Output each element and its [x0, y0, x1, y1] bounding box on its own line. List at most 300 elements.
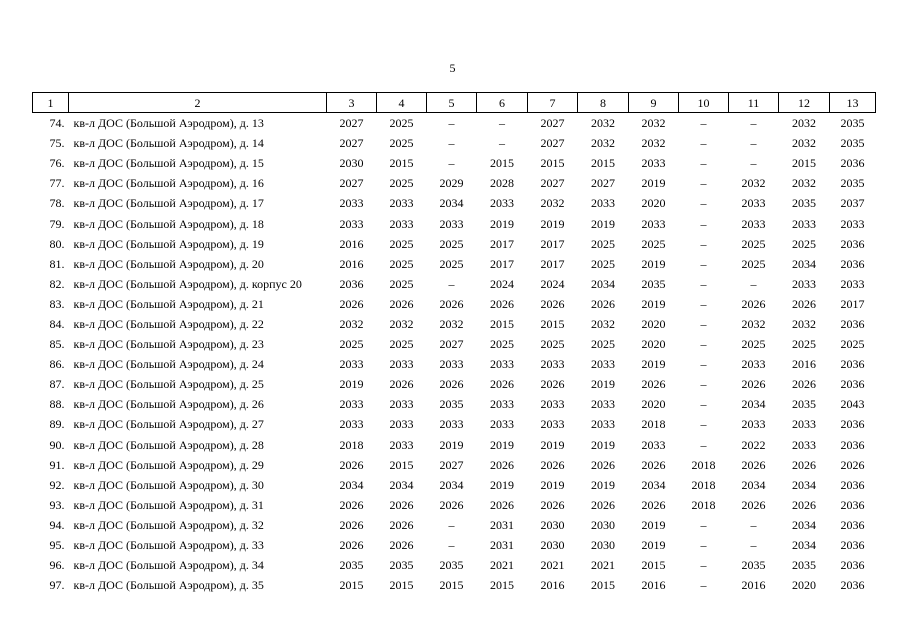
year-cell-col-11: 2026 [741, 377, 766, 392]
year-cell-col-11: – [750, 136, 757, 151]
year-cell-col-7: 2025 [540, 337, 565, 352]
year-cell-col-13: 2033 [840, 216, 865, 231]
row-number: 82. [49, 276, 65, 291]
year-cell-col-11: – [750, 517, 757, 532]
table-row [33, 414, 876, 434]
year-cell-col-10: – [700, 357, 707, 372]
column-header-4: 4 [377, 93, 427, 113]
table-row [33, 274, 876, 294]
year-cell-col-9: 2015 [641, 558, 666, 573]
year-cell-col-6: – [499, 136, 505, 151]
row-number: 81. [49, 256, 65, 271]
year-cell-col-8: 2015 [591, 156, 615, 171]
year-cell-col-10: – [700, 437, 707, 452]
year-cell-col-10: – [700, 517, 707, 532]
year-cell-col-12: 2035 [792, 196, 816, 211]
year-cell-col-12: 2033 [792, 437, 816, 452]
year-cell-col-11: 2033 [741, 357, 766, 372]
table-row [33, 153, 876, 173]
year-cell-col-11: 2032 [741, 316, 766, 331]
row-number: 79. [49, 216, 65, 231]
year-cell-col-13: 2036 [840, 316, 865, 331]
year-cell-col-5: 2026 [439, 296, 464, 311]
year-cell-col-7: 2033 [540, 357, 565, 372]
year-cell-col-7: 2026 [540, 296, 565, 311]
year-cell-col-4: 2034 [389, 477, 414, 492]
year-cell-col-3: 2036 [339, 276, 364, 291]
column-header-11: 11 [729, 93, 779, 113]
year-cell-col-8: 2032 [591, 116, 615, 131]
column-header-7: 7 [528, 93, 578, 113]
year-cell-col-13: 2025 [840, 337, 865, 352]
row-number: 76. [49, 156, 65, 171]
year-cell-col-8: 2025 [591, 337, 615, 352]
year-cell-col-3: 2033 [339, 417, 364, 432]
year-cell-col-3: 2016 [339, 256, 364, 271]
year-cell-col-13: 2036 [840, 377, 865, 392]
row-number: 93. [49, 497, 65, 512]
year-cell-col-8: 2025 [591, 236, 615, 251]
year-cell-col-6: 2019 [490, 216, 514, 231]
year-cell-col-13: 2036 [840, 357, 865, 372]
table-row [33, 354, 876, 374]
address-cell: кв-л ДОС (Большой Аэродром), д. 29 [73, 457, 264, 472]
year-cell-col-6: 2026 [490, 377, 514, 392]
row-number: 90. [49, 437, 65, 452]
year-cell-col-5: – [448, 538, 455, 553]
year-cell-col-4: 2015 [389, 457, 414, 472]
schedule-table [32, 92, 876, 595]
year-cell-col-4: 2026 [389, 538, 414, 553]
table-row [33, 374, 876, 394]
year-cell-col-11: – [750, 156, 757, 171]
year-cell-col-9: 2019 [641, 538, 666, 553]
row-number: 87. [49, 377, 65, 392]
year-cell-col-5: 2026 [439, 377, 464, 392]
year-cell-col-5: 2029 [439, 176, 464, 191]
year-cell-col-3: 2027 [339, 116, 364, 131]
year-cell-col-8: 2026 [591, 457, 615, 472]
year-cell-col-6: 2028 [490, 176, 514, 191]
year-cell-col-11: – [750, 538, 757, 553]
column-header-2: 2 [69, 93, 327, 113]
year-cell-col-5: 2027 [439, 337, 464, 352]
year-cell-col-8: 2015 [591, 578, 615, 593]
year-cell-col-5: 2025 [439, 236, 464, 251]
table-row [33, 213, 876, 233]
address-cell: кв-л ДОС (Большой Аэродром), д. 33 [73, 538, 264, 553]
address-cell: кв-л ДОС (Большой Аэродром), д. 18 [73, 216, 264, 231]
year-cell-col-7: 2019 [540, 216, 565, 231]
year-cell-col-12: 2025 [792, 337, 816, 352]
year-cell-col-6: 2026 [490, 457, 514, 472]
year-cell-col-8: 2030 [591, 517, 615, 532]
year-cell-col-11: 2025 [741, 256, 766, 271]
year-cell-col-4: 2033 [389, 216, 414, 231]
year-cell-col-7: 2027 [540, 176, 565, 191]
address-cell: кв-л ДОС (Большой Аэродром), д. 31 [73, 497, 264, 512]
row-number: 75. [49, 136, 65, 151]
address-cell: кв-л ДОС (Большой Аэродром), д. 25 [73, 377, 264, 392]
year-cell-col-12: 2032 [792, 316, 816, 331]
year-cell-col-5: 2026 [439, 497, 464, 512]
year-cell-col-13: 2026 [840, 457, 865, 472]
row-number: 96. [49, 558, 65, 573]
year-cell-col-6: 2019 [490, 437, 514, 452]
year-cell-col-4: 2025 [389, 337, 414, 352]
year-cell-col-11: 2026 [741, 457, 766, 472]
row-number: 95. [49, 538, 65, 553]
year-cell-col-8: 2033 [591, 397, 615, 412]
year-cell-col-8: 2021 [591, 558, 615, 573]
year-cell-col-13: 2033 [840, 276, 865, 291]
year-cell-col-11: 2033 [741, 216, 766, 231]
year-cell-col-9: 2020 [641, 316, 666, 331]
column-header-9: 9 [629, 93, 679, 113]
year-cell-col-5: 2033 [439, 357, 464, 372]
year-cell-col-3: 2026 [339, 457, 364, 472]
year-cell-col-7: 2033 [540, 417, 565, 432]
year-cell-col-4: 2015 [389, 156, 414, 171]
year-cell-col-8: 2019 [591, 216, 615, 231]
year-cell-col-5: 2019 [439, 437, 464, 452]
year-cell-col-13: 2035 [840, 176, 865, 191]
column-header-12: 12 [779, 93, 830, 113]
column-header-1: 1 [33, 93, 69, 113]
address-cell: кв-л ДОС (Большой Аэродром), д. 20 [73, 256, 264, 271]
year-cell-col-11: 2034 [741, 477, 766, 492]
year-cell-col-4: 2032 [389, 316, 414, 331]
year-cell-col-10: – [700, 276, 707, 291]
year-cell-col-5: 2033 [439, 417, 464, 432]
year-cell-col-11: 2025 [741, 236, 766, 251]
year-cell-col-4: 2033 [389, 437, 414, 452]
year-cell-col-5: – [448, 116, 455, 131]
year-cell-col-7: 2033 [540, 397, 565, 412]
year-cell-col-11: 2035 [741, 558, 766, 573]
table-row [33, 314, 876, 334]
year-cell-col-3: 2018 [339, 437, 364, 452]
column-header-3: 3 [327, 93, 377, 113]
year-cell-col-6: 2026 [490, 497, 514, 512]
year-cell-col-12: 2015 [792, 156, 816, 171]
year-cell-col-13: 2036 [840, 477, 865, 492]
year-cell-col-8: 2019 [591, 437, 615, 452]
year-cell-col-8: 2019 [591, 477, 615, 492]
year-cell-col-7: 2017 [540, 236, 565, 251]
year-cell-col-11: – [750, 116, 757, 131]
year-cell-col-12: 2034 [792, 538, 816, 553]
year-cell-col-4: 2026 [389, 377, 414, 392]
year-cell-col-8: 2026 [591, 296, 615, 311]
year-cell-col-6: 2033 [490, 397, 514, 412]
year-cell-col-5: – [448, 276, 455, 291]
year-cell-col-3: 2030 [339, 156, 364, 171]
year-cell-col-6: 2033 [490, 196, 514, 211]
year-cell-col-12: 2033 [792, 417, 816, 432]
address-cell: кв-л ДОС (Большой Аэродром), д. 19 [73, 236, 264, 251]
year-cell-col-9: 2019 [641, 256, 666, 271]
year-cell-col-9: 2026 [641, 457, 666, 472]
year-cell-col-6: 2015 [490, 156, 514, 171]
year-cell-col-6: 2017 [490, 236, 514, 251]
address-cell: кв-л ДОС (Большой Аэродром), д. 32 [73, 517, 264, 532]
year-cell-col-8: 2019 [591, 377, 615, 392]
year-cell-col-9: 2019 [641, 296, 666, 311]
table-row [33, 254, 876, 274]
year-cell-col-13: 2036 [840, 417, 865, 432]
year-cell-col-4: 2015 [389, 578, 414, 593]
year-cell-col-5: 2034 [439, 196, 464, 211]
year-cell-col-9: 2019 [641, 517, 666, 532]
address-cell: кв-л ДОС (Большой Аэродром), д. 14 [73, 136, 264, 151]
year-cell-col-9: 2026 [641, 497, 666, 512]
year-cell-col-7: 2026 [540, 497, 565, 512]
year-cell-col-4: 2025 [389, 236, 414, 251]
year-cell-col-4: 2033 [389, 196, 414, 211]
year-cell-col-11: 2026 [741, 497, 766, 512]
address-cell: кв-л ДОС (Большой Аэродром), д. 15 [73, 156, 264, 171]
table-row [33, 173, 876, 193]
year-cell-col-6: 2019 [490, 477, 514, 492]
year-cell-col-11: 2022 [741, 437, 766, 452]
table-body [33, 113, 876, 596]
column-header-13: 13 [830, 93, 876, 113]
address-cell: кв-л ДОС (Большой Аэродром), д. 34 [73, 558, 264, 573]
row-number: 91. [49, 457, 65, 472]
year-cell-col-8: 2030 [591, 538, 615, 553]
year-cell-col-4: 2025 [389, 136, 414, 151]
table-row [33, 515, 876, 535]
year-cell-col-8: 2033 [591, 357, 615, 372]
year-cell-col-10: – [700, 136, 707, 151]
year-cell-col-10: – [700, 397, 707, 412]
year-cell-col-3: 2026 [339, 497, 364, 512]
year-cell-col-3: 2033 [339, 196, 364, 211]
year-cell-col-12: 2026 [792, 296, 816, 311]
year-cell-col-12: 2026 [792, 377, 816, 392]
year-cell-col-4: 2025 [389, 276, 414, 291]
year-cell-col-10: – [700, 578, 707, 593]
year-cell-col-4: 2033 [389, 357, 414, 372]
year-cell-col-11: 2033 [741, 417, 766, 432]
year-cell-col-9: 2033 [641, 216, 666, 231]
year-cell-col-10: 2018 [691, 477, 716, 492]
year-cell-col-13: 2036 [840, 256, 865, 271]
year-cell-col-11: 2026 [741, 296, 766, 311]
year-cell-col-13: 2036 [840, 578, 865, 593]
year-cell-col-13: 2035 [840, 136, 865, 151]
year-cell-col-4: 2025 [389, 256, 414, 271]
year-cell-col-3: 2033 [339, 397, 364, 412]
year-cell-col-9: 2019 [641, 176, 666, 191]
year-cell-col-6: 2015 [490, 578, 514, 593]
year-cell-col-13: 2036 [840, 517, 865, 532]
year-cell-col-12: 2026 [792, 497, 816, 512]
year-cell-col-12: 2035 [792, 558, 816, 573]
address-cell: кв-л ДОС (Большой Аэродром), д. 22 [73, 316, 264, 331]
year-cell-col-9: 2035 [641, 276, 666, 291]
year-cell-col-6: 2033 [490, 417, 514, 432]
year-cell-col-9: 2025 [641, 236, 666, 251]
year-cell-col-13: 2037 [840, 196, 865, 211]
year-cell-col-8: 2025 [591, 256, 615, 271]
address-cell: кв-л ДОС (Большой Аэродром), д. 26 [73, 397, 264, 412]
year-cell-col-9: 2018 [641, 417, 666, 432]
table-row [33, 394, 876, 414]
address-cell: кв-л ДОС (Большой Аэродром), д. 21 [73, 296, 264, 311]
table-row [33, 234, 876, 254]
address-cell: кв-л ДОС (Большой Аэродром), д. 17 [73, 196, 264, 211]
year-cell-col-12: 2032 [792, 116, 816, 131]
year-cell-col-9: 2020 [641, 397, 666, 412]
year-cell-col-3: 2026 [339, 296, 364, 311]
table-row [33, 193, 876, 213]
year-cell-col-5: 2035 [439, 558, 464, 573]
year-cell-col-4: 2026 [389, 517, 414, 532]
address-cell: кв-л ДОС (Большой Аэродром), д. 28 [73, 437, 264, 452]
year-cell-col-9: 2019 [641, 357, 666, 372]
table-row [33, 334, 876, 354]
year-cell-col-6: 2021 [490, 558, 514, 573]
year-cell-col-6: 2024 [490, 276, 514, 291]
address-cell: кв-л ДОС (Большой Аэродром), д. 23 [73, 337, 264, 352]
column-header-5: 5 [427, 93, 477, 113]
year-cell-col-7: 2026 [540, 377, 565, 392]
year-cell-col-10: – [700, 156, 707, 171]
year-cell-col-5: 2032 [439, 316, 464, 331]
year-cell-col-3: 2032 [339, 316, 364, 331]
year-cell-col-3: 2035 [339, 558, 364, 573]
year-cell-col-4: 2035 [389, 558, 414, 573]
year-cell-col-3: 2033 [339, 357, 364, 372]
row-number: 94. [49, 517, 65, 532]
year-cell-col-7: 2019 [540, 437, 565, 452]
year-cell-col-12: 2034 [792, 517, 816, 532]
row-number: 88. [49, 397, 65, 412]
year-cell-col-8: 2032 [591, 136, 615, 151]
year-cell-col-3: 2027 [339, 176, 364, 191]
address-cell: кв-л ДОС (Большой Аэродром), д. 13 [73, 116, 264, 131]
year-cell-col-9: 2034 [641, 477, 666, 492]
year-cell-col-9: 2020 [641, 196, 666, 211]
year-cell-col-13: 2035 [840, 116, 865, 131]
year-cell-col-4: 2033 [389, 397, 414, 412]
year-cell-col-6: 2025 [490, 337, 514, 352]
year-cell-col-11: – [750, 276, 757, 291]
year-cell-col-7: 2021 [540, 558, 565, 573]
row-number: 74. [49, 116, 65, 131]
year-cell-col-5: 2035 [439, 397, 464, 412]
year-cell-col-10: – [700, 116, 707, 131]
year-cell-col-5: 2027 [439, 457, 464, 472]
year-cell-col-12: 2033 [792, 216, 816, 231]
year-cell-col-7: 2015 [540, 316, 565, 331]
year-cell-col-12: 2033 [792, 276, 816, 291]
table-row [33, 294, 876, 314]
year-cell-col-9: 2026 [641, 377, 666, 392]
year-cell-col-11: 2016 [741, 578, 766, 593]
year-cell-col-5: 2034 [439, 477, 464, 492]
year-cell-col-9: 2032 [641, 116, 666, 131]
year-cell-col-3: 2015 [339, 578, 364, 593]
year-cell-col-7: 2027 [540, 116, 565, 131]
table-header [33, 93, 876, 113]
year-cell-col-13: 2043 [840, 397, 865, 412]
year-cell-col-9: 2016 [641, 578, 666, 593]
year-cell-col-13: 2036 [840, 558, 865, 573]
year-cell-col-10: – [700, 417, 707, 432]
column-header-8: 8 [578, 93, 629, 113]
year-cell-col-13: 2036 [840, 236, 865, 251]
year-cell-col-9: 2020 [641, 337, 666, 352]
year-cell-col-3: 2026 [339, 517, 364, 532]
year-cell-col-7: 2017 [540, 256, 565, 271]
year-cell-col-10: – [700, 256, 707, 271]
year-cell-col-10: – [700, 236, 707, 251]
year-cell-col-7: 2027 [540, 136, 565, 151]
year-cell-col-10: – [700, 296, 707, 311]
year-cell-col-12: 2020 [792, 578, 816, 593]
year-cell-col-6: – [499, 116, 505, 131]
year-cell-col-3: 2019 [339, 377, 364, 392]
row-number: 84. [49, 316, 65, 331]
year-cell-col-10: – [700, 216, 707, 231]
address-cell: кв-л ДОС (Большой Аэродром), д. 16 [73, 176, 264, 191]
row-number: 77. [49, 176, 65, 191]
year-cell-col-11: 2025 [741, 337, 766, 352]
year-cell-col-5: – [448, 136, 455, 151]
year-cell-col-3: 2016 [339, 236, 364, 251]
address-cell: кв-л ДОС (Большой Аэродром), д. 35 [73, 578, 264, 593]
year-cell-col-12: 2034 [792, 256, 816, 271]
year-cell-col-7: 2019 [540, 477, 565, 492]
year-cell-col-13: 2036 [840, 497, 865, 512]
table-row [33, 575, 876, 595]
row-number: 85. [49, 337, 65, 352]
year-cell-col-6: 2017 [490, 256, 514, 271]
year-cell-col-5: – [448, 156, 455, 171]
row-number: 89. [49, 417, 65, 432]
year-cell-col-12: 2034 [792, 477, 816, 492]
column-header-10: 10 [679, 93, 729, 113]
row-number: 83. [49, 296, 65, 311]
year-cell-col-6: 2026 [490, 296, 514, 311]
year-cell-col-12: 2032 [792, 136, 816, 151]
year-cell-col-6: 2031 [490, 517, 514, 532]
year-cell-col-5: 2015 [439, 578, 464, 593]
year-cell-col-8: 2033 [591, 196, 615, 211]
year-cell-col-5: 2025 [439, 256, 464, 271]
year-cell-col-7: 2026 [540, 457, 565, 472]
year-cell-col-7: 2030 [540, 538, 565, 553]
year-cell-col-10: – [700, 176, 707, 191]
year-cell-col-4: 2025 [389, 116, 414, 131]
year-cell-col-3: 2026 [339, 538, 364, 553]
column-header-6: 6 [477, 93, 528, 113]
address-cell: кв-л ДОС (Большой Аэродром), д. 27 [73, 417, 264, 432]
year-cell-col-12: 2035 [792, 397, 816, 412]
year-cell-col-10: – [700, 337, 707, 352]
year-cell-col-12: 2026 [792, 457, 816, 472]
year-cell-col-9: 2033 [641, 437, 666, 452]
header-row [33, 93, 876, 113]
year-cell-col-4: 2026 [389, 296, 414, 311]
year-cell-col-8: 2032 [591, 316, 615, 331]
year-cell-col-5: – [448, 517, 455, 532]
table-row [33, 455, 876, 475]
year-cell-col-12: 2025 [792, 236, 816, 251]
